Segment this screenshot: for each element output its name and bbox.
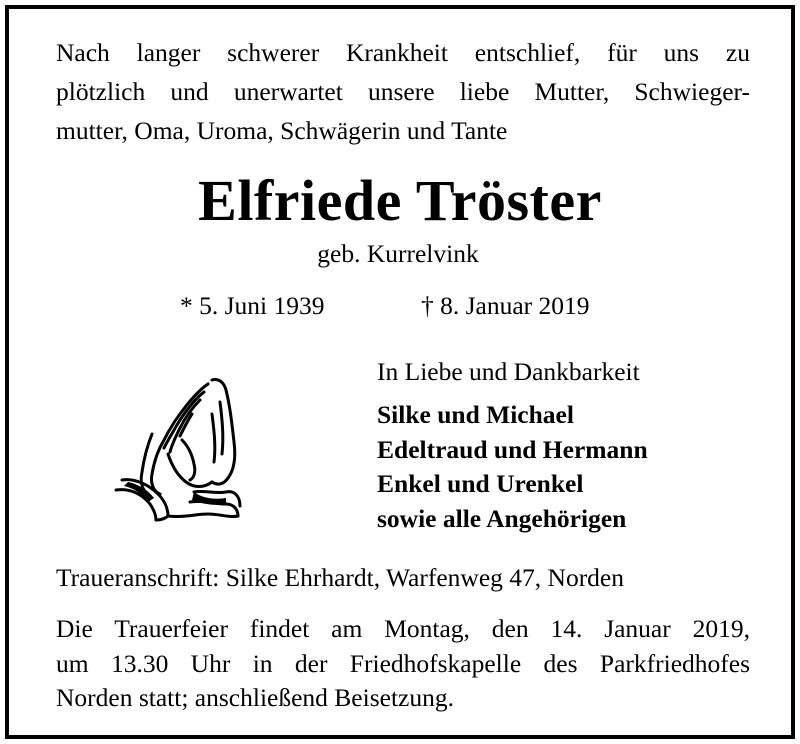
mourner-entry: Edeltraud und Hermann [377,434,648,464]
funeral-service-info [56,612,750,716]
service-line: um 13.30 Uhr in der Friedhofskapelle des Parkfriedhofes [56,648,750,678]
intro-line: Nach langer schwerer Krankheit entschlief, für uns zu [56,38,750,67]
mourner-entry: sowie alle Angehörigen [377,503,627,533]
deceased-name: Elfriede Tröster [198,168,602,233]
service-line: Norden statt; anschließend Beisetzung. [56,683,454,712]
intro-line: mutter, Oma, Uroma, Schwägerin und Tante [56,116,508,145]
praying-hands-icon [108,374,248,524]
mourning-address: Traueranschrift: Silke Ehrhardt, Warfenweg 47, Norden [56,563,624,592]
intro-line: plötzlich und unerwartet unsere liebe Mutter, Schwieger- [56,77,750,106]
service-line: Die Trauerfeier findet am Montag, den 14. Januar 2019, [56,614,750,643]
death-date: † 8. Januar 2019 [421,291,590,320]
birth-name: geb. Kurrelvink [317,239,479,268]
mourner-entry: Enkel und Urenkel [377,469,584,498]
gratitude-line: In Liebe und Dankbarkeit [377,357,640,386]
intro-text [56,33,750,150]
mourner-entry: Silke und Michael [377,400,574,429]
mourners-list [377,398,648,536]
birth-date: * 5. Juni 1939 [180,291,325,320]
